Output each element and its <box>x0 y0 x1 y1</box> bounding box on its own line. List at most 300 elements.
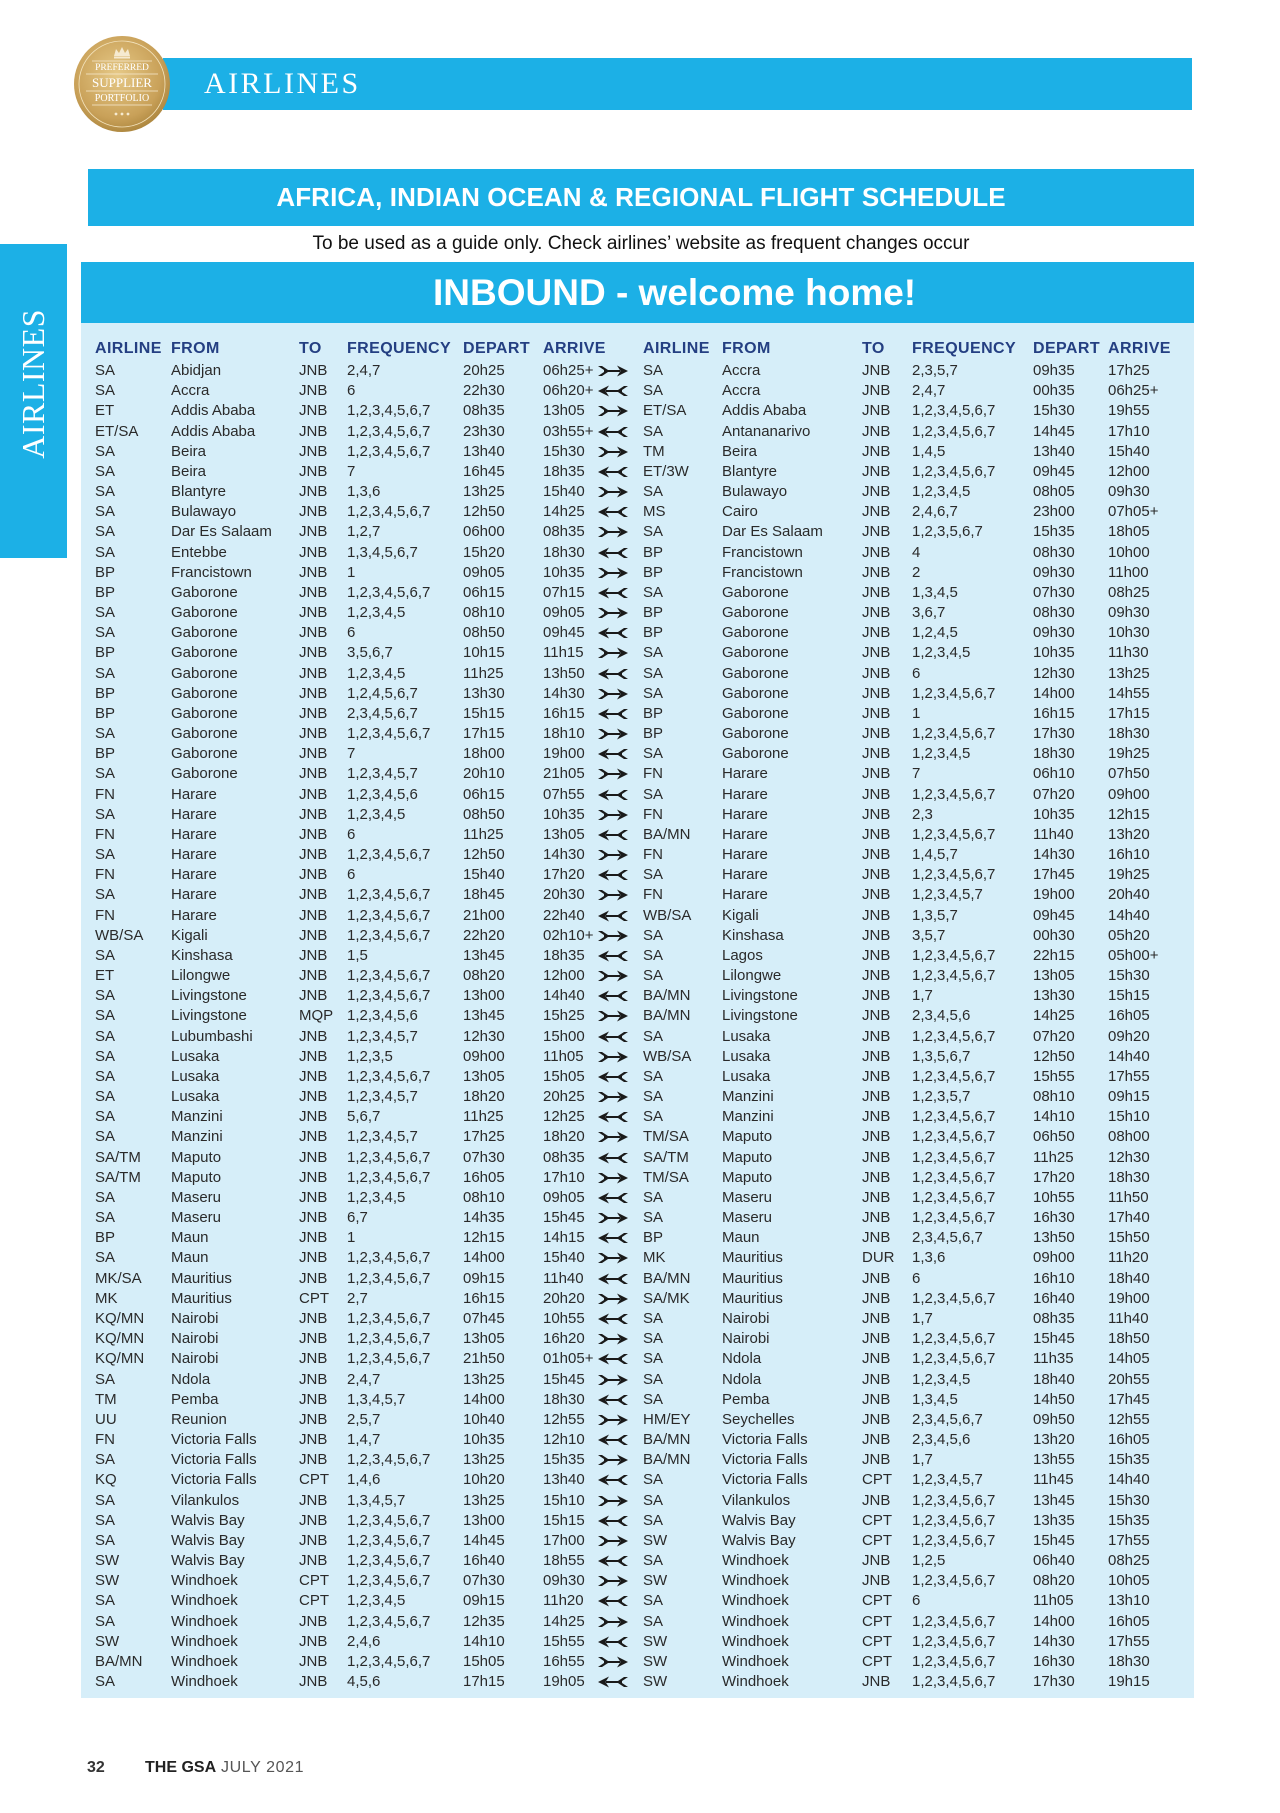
cell-frequency: 1,2,3,5 <box>347 1047 393 1065</box>
cell-arrive: 10h35 <box>543 805 585 823</box>
cell-frequency: 1,2,3,4,5,6,7 <box>912 1168 996 1186</box>
table-row <box>95 1188 603 1208</box>
arrow-left-icon <box>598 1110 628 1124</box>
arrow-left-icon <box>598 465 628 479</box>
table-row <box>95 1511 603 1531</box>
cell-to: JNB <box>862 523 891 541</box>
cell-to: CPT <box>862 1632 892 1650</box>
cell-frequency: 1,2,3,4,5,6,7 <box>912 967 996 985</box>
cell-arrive: 19h15 <box>1108 1673 1150 1691</box>
cell-from: Nairobi <box>171 1330 219 1348</box>
cell-depart: 07h30 <box>463 1148 505 1166</box>
table-row <box>95 1571 603 1591</box>
cell-depart: 17h15 <box>463 725 505 743</box>
cell-frequency: 1,2,3,4,5,7 <box>347 1128 418 1146</box>
cell-frequency: 6 <box>347 624 356 642</box>
cell-airline: MK <box>95 1289 118 1307</box>
cell-from: Maputo <box>722 1168 773 1186</box>
cell-depart: 22h30 <box>463 382 505 400</box>
cell-depart: 09h15 <box>463 1269 505 1287</box>
cell-airline: SW <box>95 1572 120 1590</box>
inbound-banner-title: INBOUND - welcome home! <box>433 272 917 313</box>
cell-airline: WB/SA <box>95 926 144 944</box>
table-row <box>643 785 1168 805</box>
cell-frequency: 1,2,3,4,5 <box>347 1188 406 1206</box>
cell-arrive: 11h15 <box>543 644 584 662</box>
table-row <box>643 724 1168 744</box>
cell-arrive: 18h30 <box>1108 1168 1150 1186</box>
cell-to: JNB <box>862 1370 891 1388</box>
cell-frequency: 1,2,3,4,5,6,7 <box>347 1067 431 1085</box>
cell-frequency: 1,2,3,4,5,6,7 <box>912 1148 996 1166</box>
cell-airline: BP <box>643 604 664 622</box>
cell-to: JNB <box>299 1269 328 1287</box>
cell-from: Walvis Bay <box>171 1552 245 1570</box>
table-row <box>95 563 603 583</box>
cell-to: JNB <box>299 1491 328 1509</box>
cell-frequency: 7 <box>347 462 356 480</box>
cell-airline: FN <box>643 846 663 864</box>
table-row <box>95 1006 603 1026</box>
table-row <box>95 865 603 885</box>
cell-frequency: 1,2,5 <box>912 1552 946 1570</box>
cell-from: Walvis Bay <box>722 1531 796 1549</box>
cell-frequency: 1,2,3,4,5 <box>912 644 971 662</box>
table-row <box>95 1067 603 1087</box>
table-row <box>95 805 603 825</box>
cell-frequency: 3,6,7 <box>912 604 946 622</box>
cell-depart: 09h15 <box>463 1592 505 1610</box>
cell-depart: 21h00 <box>463 906 505 924</box>
cell-to: JNB <box>862 926 891 944</box>
cell-arrive: 14h55 <box>1108 684 1150 702</box>
cell-arrive: 14h30 <box>543 684 585 702</box>
cell-to: JNB <box>862 1390 891 1408</box>
table-row <box>643 1632 1168 1652</box>
cell-to: JNB <box>299 1370 328 1388</box>
table-row <box>643 1107 1168 1127</box>
cell-arrive: 13h40 <box>543 1471 585 1489</box>
cell-to: JNB <box>299 846 328 864</box>
cell-arrive: 20h30 <box>543 886 585 904</box>
cell-to: JNB <box>862 1229 891 1247</box>
cell-airline: UU <box>95 1410 117 1428</box>
cell-arrive: 12h25 <box>543 1108 585 1126</box>
cell-frequency: 1,2,3,4,5,6,7 <box>912 1350 996 1368</box>
cell-arrive: 15h15 <box>1108 987 1150 1005</box>
table-row <box>643 623 1168 643</box>
cell-frequency: 1,2,4,5 <box>912 624 958 642</box>
cell-depart: 18h20 <box>463 1088 505 1106</box>
arrow-left-icon <box>598 1312 628 1326</box>
cell-depart: 08h20 <box>1033 1572 1075 1590</box>
cell-from: Francistown <box>171 563 252 581</box>
cell-arrive: 19h05 <box>543 1673 585 1691</box>
cell-from: Windhoek <box>722 1652 789 1670</box>
cell-to: JNB <box>299 866 328 884</box>
cell-frequency: 2 <box>912 563 921 581</box>
cell-airline: SA <box>95 523 116 541</box>
cell-to: JNB <box>862 866 891 884</box>
cell-arrive: 14h05 <box>1108 1350 1150 1368</box>
cell-from: Harare <box>171 866 217 884</box>
arrow-right-icon <box>598 1332 628 1346</box>
cell-arrive: 19h25 <box>1108 745 1150 763</box>
cell-from: Addis Ababa <box>722 402 807 420</box>
cell-from: Windhoek <box>722 1592 789 1610</box>
left-header-depart: DEPART <box>463 340 530 357</box>
cell-depart: 23h30 <box>463 422 505 440</box>
cell-arrive: 17h20 <box>543 866 585 884</box>
cell-depart: 10h15 <box>463 644 505 662</box>
cell-depart: 00h30 <box>1033 926 1075 944</box>
cell-arrive: 02h10+ <box>543 926 594 944</box>
cell-from: Mauritius <box>171 1289 232 1307</box>
cell-to: JNB <box>299 382 328 400</box>
cell-airline: KQ/MN <box>95 1350 145 1368</box>
cell-from: Lusaka <box>171 1047 220 1065</box>
arrow-right-icon <box>598 1090 628 1104</box>
table-row <box>643 1551 1168 1571</box>
table-row <box>95 845 603 865</box>
cell-arrive: 09h30 <box>1108 604 1150 622</box>
cell-depart: 17h20 <box>1033 1168 1075 1186</box>
cell-airline: SA/MK <box>643 1289 690 1307</box>
cell-from: Nairobi <box>722 1309 770 1327</box>
table-row <box>95 1289 603 1309</box>
cell-frequency: 2,7 <box>347 1289 368 1307</box>
cell-from: Manzini <box>722 1088 774 1106</box>
cell-from: Harare <box>171 846 217 864</box>
cell-frequency: 6 <box>347 866 356 884</box>
cell-arrive: 09h00 <box>1108 785 1150 803</box>
table-row <box>95 1168 603 1188</box>
cell-to: JNB <box>299 1390 328 1408</box>
cell-arrive: 18h05 <box>1108 523 1150 541</box>
cell-arrive: 16h05 <box>1108 1612 1150 1630</box>
table-row <box>643 482 1168 502</box>
cell-frequency: 1,2,3,4,5,6,7 <box>347 846 431 864</box>
cell-frequency: 1,2,3,4,5,7 <box>347 1027 418 1045</box>
cell-frequency: 1,4,5 <box>912 442 946 460</box>
cell-from: Windhoek <box>171 1632 238 1650</box>
cell-to: JNB <box>299 1168 328 1186</box>
cell-from: Dar Es Salaam <box>722 523 823 541</box>
cell-depart: 08h20 <box>463 967 505 985</box>
cell-to: JNB <box>862 543 891 561</box>
cell-arrive: 15h35 <box>543 1451 585 1469</box>
cell-depart: 08h35 <box>463 402 505 420</box>
cell-arrive: 08h35 <box>543 1148 585 1166</box>
cell-frequency: 4 <box>912 543 921 561</box>
cell-depart: 09h05 <box>463 563 505 581</box>
cell-from: Livingstone <box>722 1007 798 1025</box>
table-row <box>95 1632 603 1652</box>
cell-from: Gaborone <box>722 624 789 642</box>
cell-frequency: 6 <box>912 1269 921 1287</box>
cell-from: Livingstone <box>722 987 798 1005</box>
cell-to: JNB <box>299 1330 328 1348</box>
cell-arrive: 14h40 <box>1108 906 1150 924</box>
cell-frequency: 1,7 <box>912 1451 933 1469</box>
cell-frequency: 1,2,3,4,5,6,7 <box>912 725 996 743</box>
cell-to: JNB <box>862 1572 891 1590</box>
cell-airline: SA <box>95 1209 116 1227</box>
arrow-right-icon <box>598 1453 628 1467</box>
cell-from: Bulawayo <box>722 483 788 501</box>
cell-frequency: 6 <box>912 1592 921 1610</box>
cell-depart: 10h20 <box>463 1471 505 1489</box>
cell-airline: TM/SA <box>643 1128 689 1146</box>
cell-airline: SA <box>95 1047 116 1065</box>
cell-frequency: 2,3,4,5,6 <box>912 1007 971 1025</box>
arrow-right-icon <box>598 1171 628 1185</box>
table-row <box>643 563 1168 583</box>
arrow-right-icon <box>598 1211 628 1225</box>
arrow-right-icon <box>598 1615 628 1629</box>
cell-from: Manzini <box>171 1128 223 1146</box>
cell-from: Reunion <box>171 1410 227 1428</box>
arrow-right-icon <box>598 404 628 418</box>
cell-arrive: 17h10 <box>543 1168 585 1186</box>
cell-arrive: 13h20 <box>1108 825 1150 843</box>
cell-from: Windhoek <box>722 1612 789 1630</box>
cell-arrive: 09h30 <box>1108 483 1150 501</box>
cell-frequency: 1,2,3,4,5,7 <box>347 1088 418 1106</box>
cell-to: JNB <box>862 967 891 985</box>
cell-airline: SA <box>643 785 664 803</box>
cell-to: JNB <box>299 886 328 904</box>
cell-depart: 18h45 <box>463 886 505 904</box>
cell-airline: SA <box>95 1612 116 1630</box>
cell-arrive: 18h30 <box>1108 725 1150 743</box>
cell-to: JNB <box>299 1209 328 1227</box>
arrow-right-icon <box>598 808 628 822</box>
cell-to: JNB <box>862 1128 891 1146</box>
cell-frequency: 1,2,3,4,5,6,7 <box>912 1673 996 1691</box>
cell-to: JNB <box>299 987 328 1005</box>
cell-to: JNB <box>299 1128 328 1146</box>
cell-frequency: 2,4,7 <box>912 382 946 400</box>
cell-from: Windhoek <box>171 1592 238 1610</box>
cell-to: JNB <box>862 1108 891 1126</box>
cell-arrive: 11h20 <box>543 1592 584 1610</box>
cell-airline: SA <box>643 1491 664 1509</box>
cell-depart: 16h40 <box>463 1552 505 1570</box>
cell-from: Lusaka <box>722 1047 771 1065</box>
cell-to: JNB <box>862 1027 891 1045</box>
cell-to: JNB <box>299 1309 328 1327</box>
cell-airline: SA <box>95 846 116 864</box>
cell-arrive: 05h00+ <box>1108 946 1159 964</box>
cell-frequency: 1,2,3,4,5,6 <box>347 785 418 803</box>
cell-airline: SA <box>643 422 664 440</box>
left-header-from: FROM <box>171 340 220 357</box>
cell-depart: 16h30 <box>1033 1209 1075 1227</box>
cell-to: JNB <box>862 946 891 964</box>
cell-airline: SA <box>643 1552 664 1570</box>
cell-from: Lusaka <box>171 1067 220 1085</box>
cell-arrive: 11h05 <box>543 1047 584 1065</box>
table-row <box>643 1470 1168 1490</box>
cell-from: Gaborone <box>722 745 789 763</box>
table-row <box>95 1309 603 1329</box>
cell-airline: SA <box>643 1612 664 1630</box>
cell-from: Gaborone <box>171 624 238 642</box>
cell-frequency: 1,2,3,4,5,6,7 <box>912 866 996 884</box>
cell-airline: BP <box>95 745 116 763</box>
cell-to: CPT <box>862 1592 892 1610</box>
cell-depart: 13h25 <box>463 483 505 501</box>
cell-frequency: 1,2,3,4,5,6,7 <box>912 684 996 702</box>
cell-from: Lusaka <box>171 1088 220 1106</box>
cell-depart: 14h45 <box>1033 422 1075 440</box>
cell-frequency: 1,2,3,4,5,6,7 <box>347 1572 431 1590</box>
table-row <box>643 684 1168 704</box>
table-row <box>95 1390 603 1410</box>
cell-arrive: 12h00 <box>1108 462 1150 480</box>
arrow-left-icon <box>598 425 628 439</box>
cell-from: Windhoek <box>722 1673 789 1691</box>
cell-airline: BP <box>643 1229 664 1247</box>
table-row <box>643 381 1168 401</box>
cell-depart: 13h55 <box>1033 1451 1075 1469</box>
cell-depart: 19h00 <box>1033 886 1075 904</box>
cell-depart: 06h40 <box>1033 1552 1075 1570</box>
cell-frequency: 1,2,3,4,5,6,7 <box>347 1451 431 1469</box>
table-row <box>95 986 603 1006</box>
table-row <box>95 401 603 421</box>
cell-frequency: 6,7 <box>347 1209 368 1227</box>
cell-airline: SW <box>643 1652 668 1670</box>
table-row <box>95 906 603 926</box>
seal-line-1: PREFERRED <box>95 63 149 73</box>
table-row <box>95 1148 603 1168</box>
arrow-right-icon <box>598 1251 628 1265</box>
cell-from: Gaborone <box>722 684 789 702</box>
cell-frequency: 1,2,3,4,5,6,7 <box>912 946 996 964</box>
cell-to: JNB <box>299 1108 328 1126</box>
cell-from: Mauritius <box>722 1249 783 1267</box>
cell-to: JNB <box>862 1209 891 1227</box>
cell-to: JNB <box>862 422 891 440</box>
right-header-frequency: FREQUENCY <box>912 340 1017 357</box>
cell-frequency: 2,3,4,5,6,7 <box>912 1410 983 1428</box>
table-row <box>95 1672 603 1692</box>
cell-from: Ndola <box>722 1350 762 1368</box>
arrow-left-icon <box>598 747 628 761</box>
cell-airline: SA <box>643 745 664 763</box>
cell-airline: SA <box>643 382 664 400</box>
table-row <box>643 1652 1168 1672</box>
cell-to: JNB <box>862 1350 891 1368</box>
cell-from: Francistown <box>722 563 803 581</box>
cell-frequency: 1,2,3,4,5 <box>912 1370 971 1388</box>
cell-to: JNB <box>299 442 328 460</box>
cell-airline: SA <box>95 503 116 521</box>
table-row <box>643 825 1168 845</box>
cell-from: Windhoek <box>171 1652 238 1670</box>
cell-arrive: 01h05+ <box>543 1350 594 1368</box>
cell-arrive: 09h45 <box>543 624 585 642</box>
cell-airline: BP <box>95 644 116 662</box>
cell-depart: 11h35 <box>1033 1350 1074 1368</box>
cell-to: JNB <box>862 1007 891 1025</box>
cell-to: JNB <box>299 503 328 521</box>
cell-from: Vilankulos <box>171 1491 240 1509</box>
table-row <box>643 1006 1168 1026</box>
cell-from: Lilongwe <box>171 967 231 985</box>
cell-depart: 16h40 <box>1033 1289 1075 1307</box>
cell-from: Lusaka <box>722 1067 771 1085</box>
cell-arrive: 09h05 <box>543 604 585 622</box>
arrow-left-icon <box>598 586 628 600</box>
publication-name: THE GSA <box>145 1759 217 1776</box>
cell-airline: BP <box>643 704 664 722</box>
cell-from: Livingstone <box>171 987 247 1005</box>
cell-frequency: 1,2,3,4,5 <box>347 1592 406 1610</box>
cell-depart: 06h00 <box>463 523 505 541</box>
seal-line-2: SUPPLIER <box>92 75 152 90</box>
table-row <box>643 1027 1168 1047</box>
table-row <box>643 1047 1168 1067</box>
cell-to: CPT <box>299 1289 329 1307</box>
cell-frequency: 1,2,3,4,5,6,7 <box>347 1330 431 1348</box>
cell-arrive: 06h25+ <box>1108 382 1159 400</box>
cell-arrive: 09h15 <box>1108 1088 1150 1106</box>
cell-airline: SA <box>643 583 664 601</box>
cell-airline: SA <box>643 1088 664 1106</box>
cell-frequency: 2,3,4,5,6,7 <box>347 704 418 722</box>
cell-to: JNB <box>299 1612 328 1630</box>
cell-from: Lubumbashi <box>171 1027 253 1045</box>
cell-to: JNB <box>299 1350 328 1368</box>
cell-airline: FN <box>643 765 663 783</box>
table-row <box>643 926 1168 946</box>
cell-depart: 07h45 <box>463 1309 505 1327</box>
cell-from: Francistown <box>722 543 803 561</box>
cell-to: JNB <box>862 886 891 904</box>
cell-depart: 17h25 <box>463 1128 505 1146</box>
cell-depart: 07h30 <box>463 1572 505 1590</box>
cell-frequency: 2,4,6 <box>347 1632 381 1650</box>
arrow-left-icon <box>598 909 628 923</box>
cell-to: JNB <box>862 825 891 843</box>
cell-from: Victoria Falls <box>722 1471 808 1489</box>
table-row <box>95 744 603 764</box>
table-row <box>95 1470 603 1490</box>
cell-depart: 14h50 <box>1033 1390 1075 1408</box>
cell-from: Blantyre <box>722 462 778 480</box>
cell-depart: 06h15 <box>463 583 505 601</box>
cell-airline: SA <box>95 1088 116 1106</box>
cell-from: Victoria Falls <box>171 1451 257 1469</box>
cell-depart: 13h45 <box>463 1007 505 1025</box>
cell-depart: 09h45 <box>1033 906 1075 924</box>
cell-depart: 13h25 <box>463 1491 505 1509</box>
cell-depart: 09h35 <box>1033 362 1075 379</box>
cell-to: JNB <box>299 785 328 803</box>
cell-to: JNB <box>299 1249 328 1267</box>
cell-from: Harare <box>722 825 768 843</box>
cell-from: Nairobi <box>171 1309 219 1327</box>
cell-from: Harare <box>171 906 217 924</box>
table-row <box>643 1349 1168 1369</box>
cell-depart: 14h45 <box>463 1531 505 1549</box>
cell-airline: SA <box>95 382 116 400</box>
cell-from: Gaborone <box>171 664 238 682</box>
cell-arrive: 18h55 <box>543 1552 585 1570</box>
